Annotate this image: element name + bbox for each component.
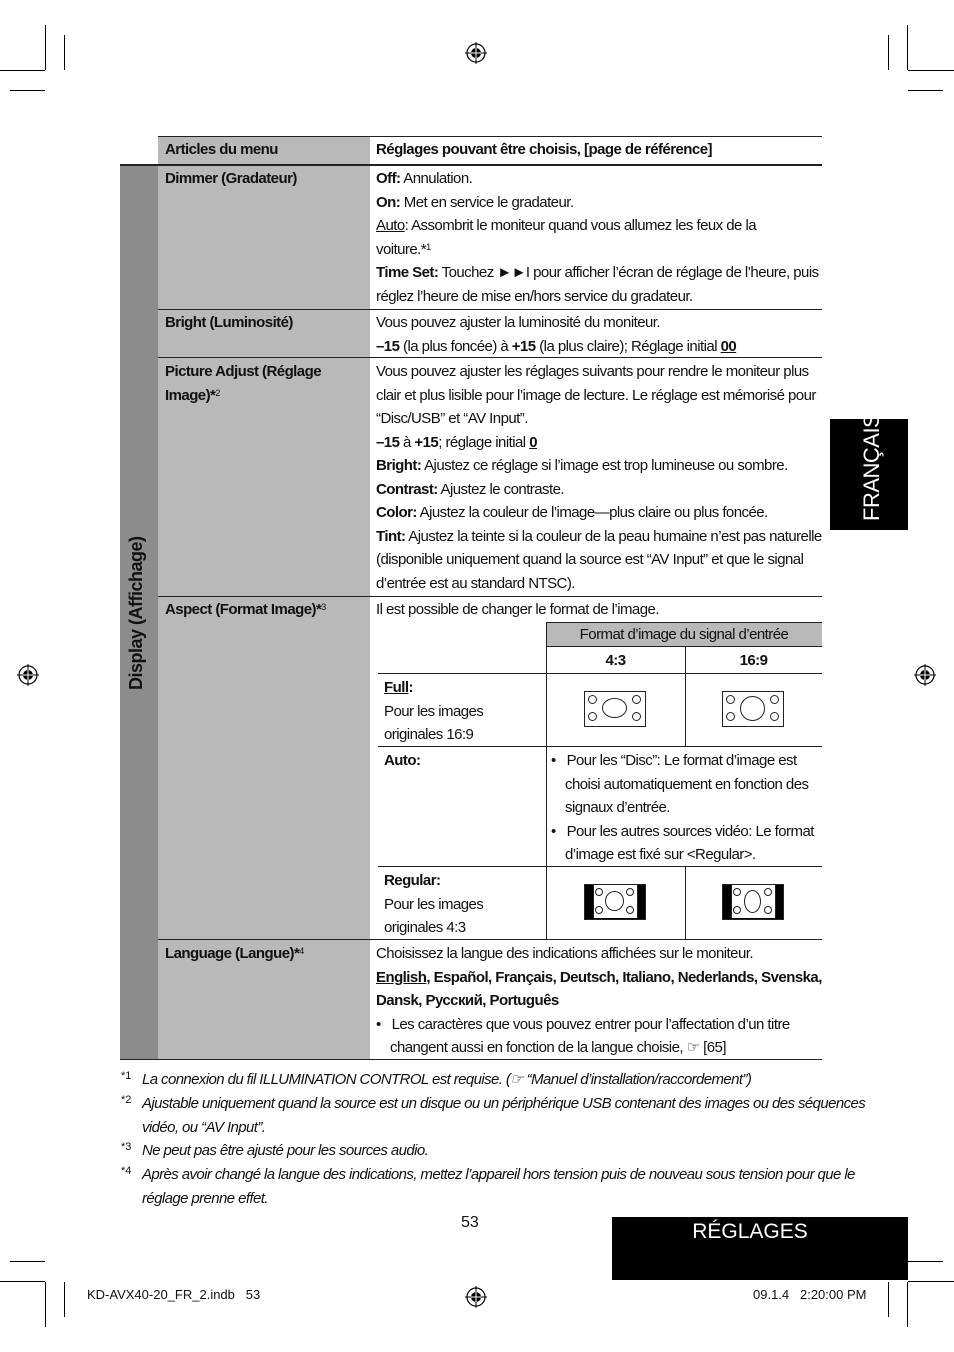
aspect-full: Full: Pour les images originales 16:9: [384, 679, 484, 743]
crop-mark: [0, 70, 45, 71]
aspect-col-16-9: 16:9: [739, 652, 768, 669]
language-side-tab: [830, 413, 908, 530]
footnote-text: Après avoir changé la langue des indications, mettez l’appareil hors tension puis de nouveau sous tension pour que le: [142, 1166, 855, 1183]
footer-file-info: KD-AVX40-20_FR_2.indb 53: [87, 1287, 261, 1302]
language-side-tab-label: FRANÇAIS: [859, 413, 884, 521]
section-label: Display (Affichage): [126, 536, 146, 690]
crop-mark: [908, 1261, 943, 1262]
crop-mark: [888, 1282, 889, 1317]
aspect-intro: Il est possible de changer le format de l’image.: [376, 601, 659, 618]
rule: [158, 309, 822, 310]
crop-mark: [908, 90, 943, 91]
rule: [378, 673, 822, 674]
footnote-mark: *4: [121, 1165, 132, 1177]
aspect-auto-label: Auto:: [384, 752, 421, 769]
registration-mark-icon: [465, 42, 487, 64]
dimmer-label: Dimmer (Gradateur): [165, 170, 297, 187]
footnote-mark: *1: [121, 1070, 132, 1082]
picture-adjust-settings: Vous pouvez ajuster les réglages suivants pour rendre le moniteur plus clair et plus lisible pour l’image de lecture. Le réglage est mémorisé pour “Disc/USB” et “AV Input”. –15 à +15; réglage initial 0 Bright: Ajustez ce réglage si l’image est trop lumineuse ou sombre. Contrast: Ajustez le contraste. Color: Ajustez la couleur de l’image—plus claire ou plus foncée. Tint: Ajustez la teinte si la couleur de la peau humaine n’est pas naturelle (disponible uniquement quand la source est “AV Input” et que le signal d’entrée est au standard NTSC).: [376, 363, 822, 592]
footnote-text: Ne peut pas être ajusté pour les sources audio.: [142, 1142, 429, 1159]
full-16-9-picture-icon: [722, 691, 784, 727]
footnote-mark: *3: [121, 1141, 132, 1153]
regular-16-9-picture-icon: [722, 884, 784, 920]
aspect-label: Aspect (Format Image)*$^3$: [165, 601, 326, 618]
crop-mark: [10, 1261, 45, 1262]
picture-adjust-label: Picture Adjust (Réglage Image)*$^2$: [165, 363, 321, 404]
rule: [158, 939, 822, 940]
footer-timestamp: 09.1.4 2:20:00 PM: [753, 1287, 867, 1302]
crop-mark: [907, 1282, 908, 1327]
header-menu-items: Articles du menu: [165, 141, 278, 158]
crop-mark: [908, 70, 954, 71]
registration-mark-icon: [914, 664, 936, 686]
registration-mark-icon: [17, 664, 39, 686]
full-4-3-picture-icon: [584, 691, 646, 727]
crop-mark: [908, 1281, 954, 1282]
footnote-text: vidéo, ou “AV Input”.: [142, 1119, 266, 1136]
regular-4-3-picture-icon: [584, 884, 646, 920]
footnote-text: Ajustable uniquement quand la source est un disque ou un périphérique USB contenant des images ou des séquences: [142, 1095, 866, 1112]
aspect-subheader: Format d’image du signal d’entrée: [579, 626, 789, 643]
crop-mark: [64, 1282, 65, 1317]
crop-mark: [45, 1282, 46, 1327]
footnote-text: réglage prenne effet.: [142, 1190, 268, 1207]
crop-mark: [10, 90, 45, 91]
crop-mark: [64, 35, 65, 70]
bright-settings: Vous pouvez ajuster la luminosité du moniteur. –15 (la plus foncée) à +15 (la plus claire); Réglage initial 00: [376, 314, 737, 355]
page-number: 53: [461, 1214, 479, 1231]
section-bottom-tab-label: RÉGLAGES: [692, 1220, 808, 1243]
dimmer-settings: Off: Annulation. On: Met en service le gradateur. Auto: Assombrit le moniteur quand vous allumez les feux de la voiture.*$^1$ Time Set: Touchez ►►I pour afficher l’écran de réglage de l’heure, puis réglez l’heure de mise en/hors service du gradateur.: [376, 170, 819, 305]
registration-mark-icon: [465, 1286, 487, 1308]
aspect-regular: Regular: Pour les images originales 4:3: [384, 872, 484, 936]
rule: [120, 164, 822, 166]
bright-label: Bright (Luminosité): [165, 314, 293, 331]
header-settings: Réglages pouvant être choisis, [page de référence]: [376, 141, 712, 158]
rule: [158, 596, 822, 597]
language-settings: Choisissez la langue des indications affichées sur le moniteur. English, Español, Français, Deutsch, Italiano, Nederlands, Svenska, Dansk, Русский, Português • Les caractères que vous pouvez entrer pour l’affectation d’un titre changent aussi en fonction de la langue choisie, ☞ [65]: [376, 945, 822, 1056]
rule: [158, 136, 822, 137]
aspect-col-4-3: 4:3: [605, 652, 626, 669]
section-bottom-tab: [612, 1217, 908, 1280]
language-label: Language (Langue)*$^4$: [165, 945, 304, 962]
footnote-text: La connexion du fil ILLUMINATION CONTROL est requise. (☞ “Manuel d’installation/raccordement”): [142, 1071, 752, 1088]
rule: [685, 866, 686, 939]
crop-mark: [888, 35, 889, 70]
crop-mark: [0, 1281, 45, 1282]
aspect-auto-notes: • Pour les “Disc”: Le format d’image est choisi automatiquement en fonction des signaux d’entrée. • Pour les autres sources vidéo: Le format d’image est fixé sur <Regular>.: [551, 752, 814, 863]
footnote-mark: *2: [121, 1094, 132, 1106]
crop-mark: [907, 25, 908, 70]
crop-mark: [45, 25, 46, 70]
